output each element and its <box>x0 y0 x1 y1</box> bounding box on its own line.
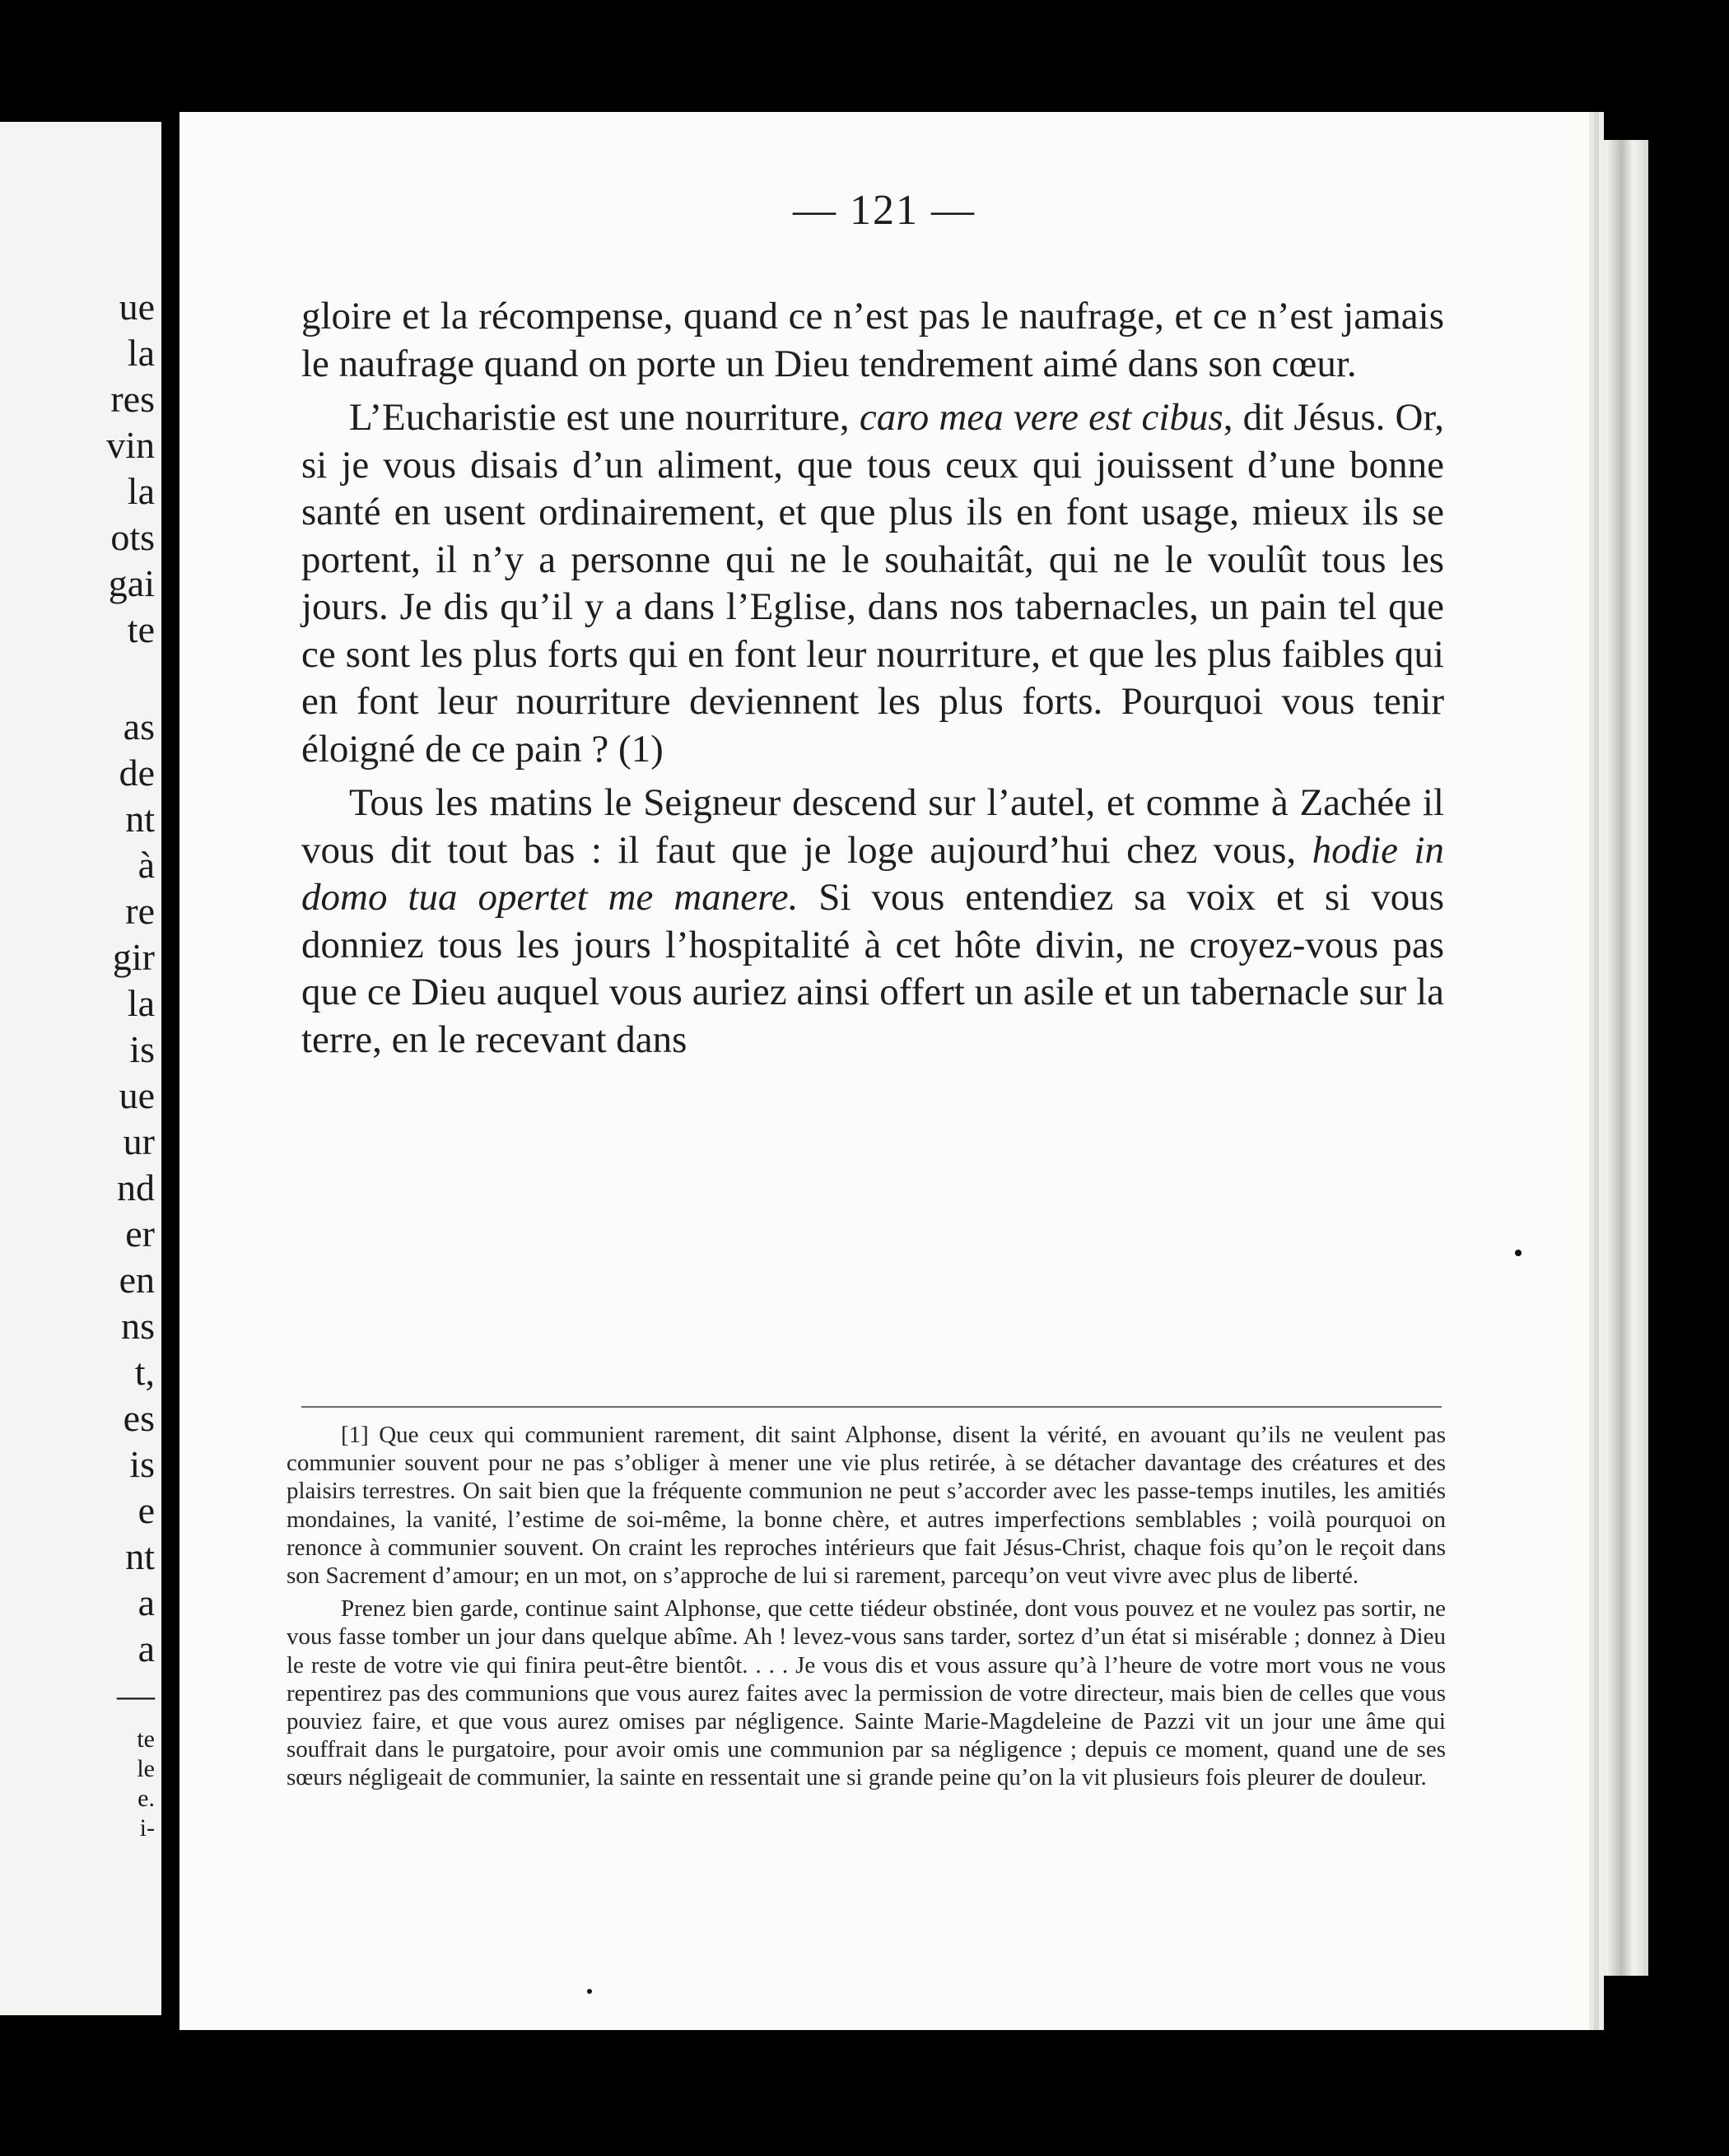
left-page-fragment: nt <box>125 1535 155 1577</box>
left-page-fragment: a <box>137 1627 155 1669</box>
left-page-fragment: e. <box>137 1785 155 1812</box>
left-page-fragment: ue <box>119 1074 155 1116</box>
left-page-fragment: i- <box>139 1814 155 1842</box>
footnote-divider <box>301 1406 1442 1408</box>
paragraph-3-text: Si vous entendiez sa voix et si vous donniez tous les jours l’hospitalité à cet hôte divin, ne croyez-vous pas que ce Dieu auquel vous auriez ainsi offert un asile et un tabernacle sur la terre, en le recevant dans <box>301 876 1444 1061</box>
body-text <box>301 293 1444 1070</box>
paragraph-2-text: L’Eucharistie est une nourriture, <box>349 396 860 439</box>
left-page-fragment: t, <box>134 1351 155 1393</box>
left-page-fragment: res <box>110 378 155 420</box>
left-page-fragment: gai <box>108 562 155 604</box>
left-page-fragment: de <box>119 752 155 794</box>
left-page-fragment: is <box>129 1028 155 1070</box>
book-page <box>179 112 1589 2030</box>
paragraph-3-text: Tous les matins le Seigneur descend sur l’autel, et comme à Zachée il vous dit tout bas : il faut que je loge aujourd’hui chez vous, <box>301 781 1444 872</box>
ink-speck <box>587 1989 592 1994</box>
latin-quote: caro mea vere est cibus <box>859 396 1223 439</box>
left-page-fragment: ur <box>123 1120 155 1162</box>
left-page-fragment: a <box>137 1581 155 1623</box>
left-page-fragment: gir <box>112 936 155 978</box>
left-page-fragment: — <box>117 1674 155 1716</box>
left-page-fragment: nd <box>117 1166 155 1208</box>
left-page-fragment: er <box>125 1213 155 1255</box>
left-page-fragment: ots <box>110 516 155 558</box>
ink-speck <box>1515 1250 1522 1256</box>
latin-quote: hodie in domo tua opertet me manere. <box>301 828 1444 919</box>
paragraph-2-text: , dit Jésus. Or, si je vous disais d’un aliment, que tous ceux qui jouissent d’une bonne santé en usent ordinairement, et que plus ils en font usage, mieux ils se portent, il n’y a personne qui ne le souhaitât, qui ne le voulût tous les jours. Je dis qu’il y a dans l’Eglise, dans nos tabernacles, un pain tel que ce sont les plus forts qui en font leur nourriture, et que les plus faibles qui en font leur nourriture deviennent les plus forts. Pourquoi vous tenir éloigné de ce pain ? (1) <box>301 396 1444 771</box>
left-facing-page <box>0 122 161 2015</box>
footnote-1-continued: Prenez bien garde, continue saint Alphonse, que cette tiédeur obstinée, dont vous pouvez et ne voulez pas sortir, ne vous fasse tomber un jour dans quelque abîme. Ah ! levez-vous sans tarder, sortez d’un état si misérable ; donnez à Dieu le reste de votre vie qui finira peut-être bientôt. . . . Je vous dis et vous assure qu’à l’heure de votre mort vous ne vous repentirez pas des communions que vous aurez faites avec la permission de votre directeur, mais bien de celles que vous pouviez faire, et que vous aurez omises par négligence. Sainte Marie-Magdeleine de Pazzi vit un jour une âme qui souffrait dans le purgatoire, pour avoir omis une communion par sa négligence ; depuis ce moment, quand une de ses sœurs négligeait de communier, la sainte en ressentait une si grande peine qu’on la vit plusieurs fois pleurer de douleur. <box>287 1595 1446 1791</box>
page-number: — 121 — <box>793 187 976 234</box>
left-page-fragment: es <box>123 1397 155 1439</box>
left-page-fragment: la <box>127 332 155 374</box>
page-edges <box>1589 140 1648 1976</box>
left-page-fragment: le <box>137 1755 155 1782</box>
left-page-fragment: as <box>123 705 155 747</box>
left-page-fragment: e <box>137 1489 155 1531</box>
paragraph-3 <box>301 780 1444 1064</box>
left-page-fragment: la <box>127 470 155 512</box>
left-page-fragment: te <box>137 1725 155 1753</box>
left-page-fragment: nt <box>125 798 155 840</box>
footnote-1: [1] Que ceux qui communient rarement, dit saint Alphonse, disent la vérité, en avouant qu’ils ne veulent pas communier souvent pour ne pas s’obliger à mener une vie plus retirée, à se détacher davantage des créatures et des plaisirs terrestres. On sait bien que la fréquente communion ne peut s’accorder avec les passe-temps inutiles, les amitiés mondaines, la vanité, l’estime de soi-même, la bonne chère, et autres imperfections semblables ; voilà pourquoi on renonce à communier souvent. On craint les reproches intérieurs que fait Jésus-Christ, chaque fois qu’on le reçoit dans son Sacrement d’amour; en un mot, on s’approche de lui si rarement, parcequ’on veut vivre avec plus de liberté. <box>287 1422 1446 1590</box>
left-page-fragment: ue <box>119 286 155 328</box>
left-page-fragment: re <box>125 890 155 932</box>
left-page-fragment: en <box>119 1259 155 1301</box>
left-page-fragment: ns <box>121 1305 155 1347</box>
paragraph-1: gloire et la récompense, quand ce n’est pas le naufrage, et ce n’est jamais le naufrage quand on porte un Dieu tendrement aimé dans son cœur. <box>301 295 1444 385</box>
left-page-fragment: is <box>129 1443 155 1485</box>
paragraph-2 <box>301 394 1444 773</box>
left-page-fragment: vin <box>106 424 155 466</box>
left-page-fragment: à <box>137 844 155 886</box>
left-page-fragment: te <box>127 608 155 650</box>
footnotes <box>287 1421 1446 1792</box>
left-page-fragment: la <box>127 982 155 1024</box>
